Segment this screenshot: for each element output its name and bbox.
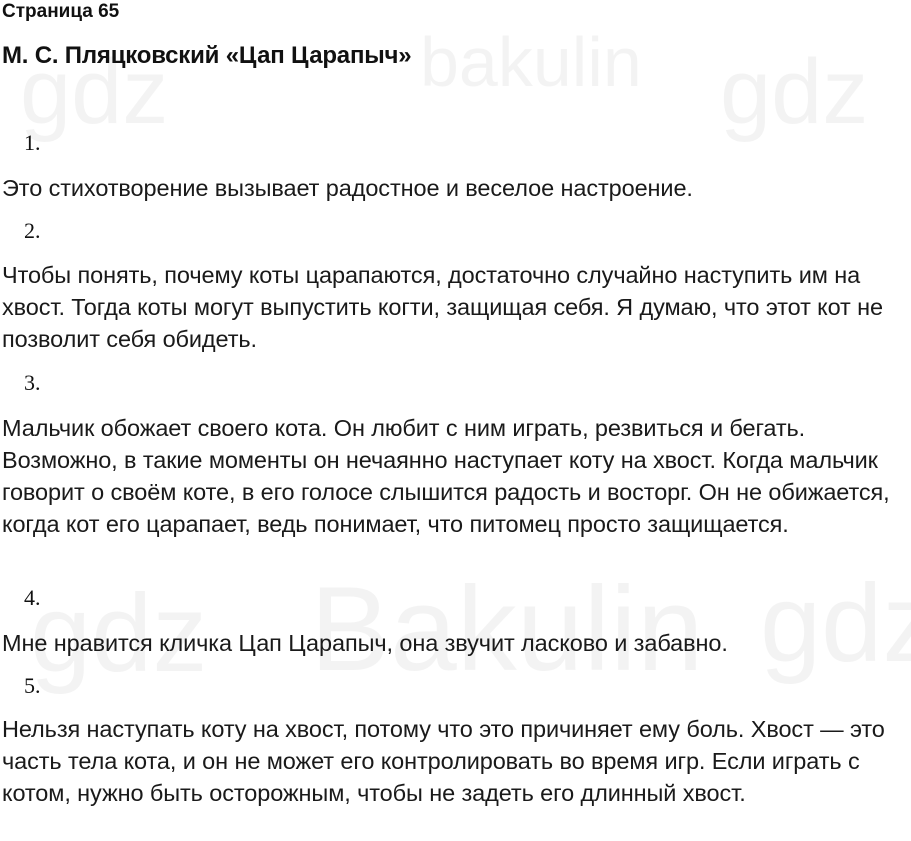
answer-number-1: 1.	[24, 130, 41, 155]
answer-number-2: 2.	[24, 218, 41, 243]
watermark-gdz	[760, 560, 911, 687]
watermark-bakulin	[420, 22, 642, 102]
page-label: Страница 65	[2, 1, 120, 22]
answer-text-2: Чтобы понять, почему коты царапаются, достаточно случайно наступить им на хвост. Тогда коты могут выпустить когти, защищая себя. Я думаю, что этот кот не позволит себя обидеть.	[2, 262, 883, 352]
answer-number-5: 5.	[24, 673, 41, 698]
page-title: М. С. Пляцковский «Цап Царапыч»	[2, 42, 412, 69]
answer-text-3: Мальчик обожает своего кота. Он любит с ним играть, резвиться и бегать. Возможно, в такие моменты он нечаянно наступает коту на хвост. Когда мальчик говорит о своём коте, в его голосе слышится радость и восторг. Он не обижается, когда кот его царапает, ведь понимает, что питомец просто защищается.	[2, 415, 890, 537]
answer-text-4: Мне нравится кличка Цап Царапыч, она звучит ласково и забавно.	[2, 630, 728, 656]
answer-number-3: 3.	[24, 370, 41, 395]
answer-text-1: Это стихотворение вызывает радостное и веселое настроение.	[2, 175, 693, 201]
watermark-gdz	[720, 40, 868, 145]
answer-text-5: Нельзя наступать коту на хвост, потому что это причиняет ему боль. Хвост — это часть тела кота, и он не может его контролировать во время игр. Если играть с котом, нужно быть осторожным, чтобы не задеть его длинный хвост.	[2, 716, 885, 806]
answer-number-4: 4.	[24, 585, 41, 610]
